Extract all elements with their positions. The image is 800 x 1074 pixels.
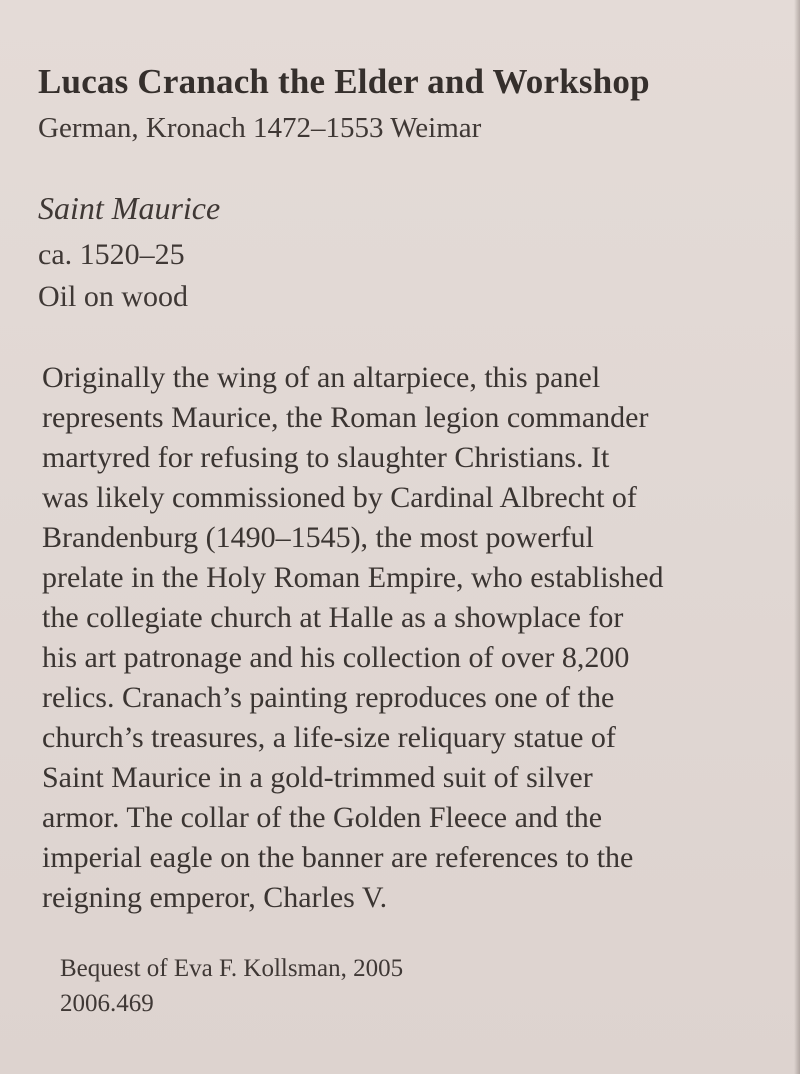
- artwork-date: ca. 1520–25: [38, 238, 185, 271]
- description-line: Saint Maurice in a gold-trimmed suit of silver: [42, 761, 593, 794]
- description-line: armor. The collar of the Golden Fleece and the: [42, 801, 603, 834]
- description-line: represents Maurice, the Roman legion commander: [42, 401, 649, 434]
- artwork-medium: Oil on wood: [38, 280, 188, 313]
- description-line: Originally the wing of an altarpiece, this panel: [42, 361, 601, 394]
- description-line: martyred for refusing to slaughter Christians. It: [42, 441, 610, 474]
- artwork-description: [42, 358, 742, 918]
- description-line: prelate in the Holy Roman Empire, who established: [42, 561, 664, 594]
- description-line: Brandenburg (1490–1545), the most powerful: [42, 521, 594, 554]
- description-line: reigning emperor, Charles V.: [42, 881, 388, 914]
- artist-bio: German, Kronach 1472–1553 Weimar: [38, 112, 482, 144]
- description-line: imperial eagle on the banner are references to the: [42, 841, 634, 874]
- description-line: his art patronage and his collection of over 8,200: [42, 641, 630, 674]
- artist-name: Lucas Cranach the Elder and Workshop: [38, 62, 650, 101]
- description-line: church’s treasures, a life-size reliquary statue of: [42, 721, 616, 754]
- card-edge-shadow: [794, 0, 800, 1074]
- description-line: the collegiate church at Halle as a showplace for: [42, 601, 624, 634]
- accession-number: 2006.469: [60, 990, 154, 1017]
- credit-line: Bequest of Eva F. Kollsman, 2005: [60, 955, 404, 982]
- description-line: was likely commissioned by Cardinal Albrecht of: [42, 481, 637, 514]
- description-line: relics. Cranach’s painting reproduces one of the: [42, 681, 615, 714]
- artwork-title: Saint Maurice: [38, 190, 221, 226]
